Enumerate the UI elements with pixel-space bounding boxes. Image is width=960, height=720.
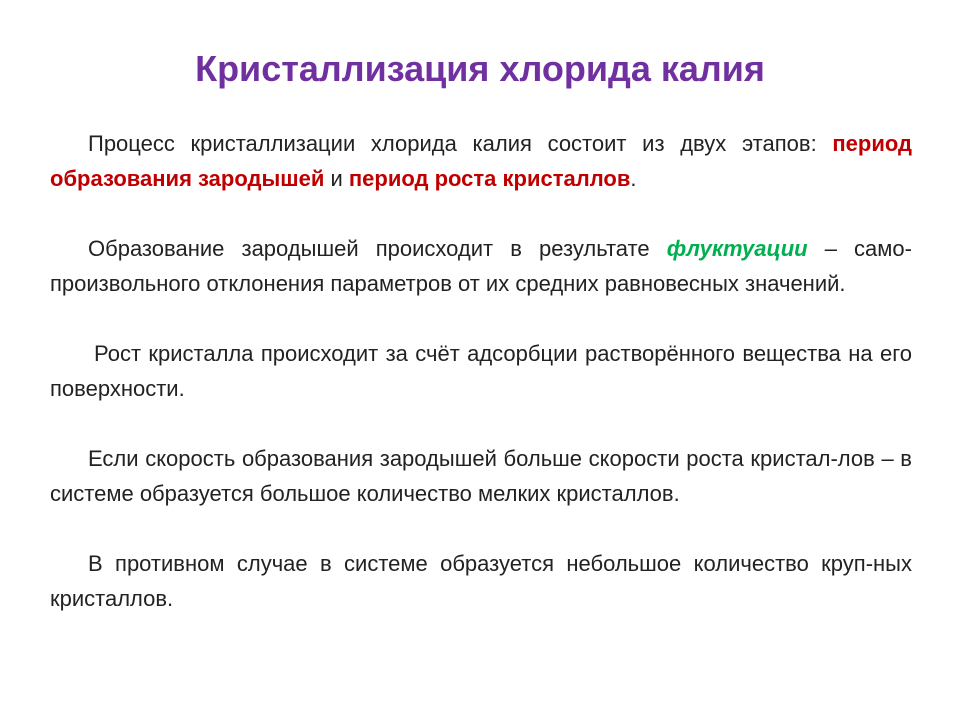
paragraph-stages-text-2: и [324, 166, 349, 191]
paragraph-nucleation [50, 231, 912, 301]
paragraph-stages [50, 126, 912, 196]
slide-body [50, 126, 912, 651]
paragraph-small-crystals: Если скорость образования зародышей больше скорости роста кристал-лов – в системе образуется большое количество мелких кристаллов. [50, 446, 912, 506]
paragraph-stages-text-1: Процесс кристаллизации хлорида калия состоит из двух этапов: [88, 131, 833, 156]
paragraph-large-crystals: В противном случае в системе образуется небольшое количество круп-ных кристаллов. [50, 551, 912, 611]
highlight-growth-period: период роста кристаллов [348, 166, 631, 191]
highlight-nucleation-period: период образования зародышей [50, 131, 912, 191]
paragraph-nucleation-text-2: – само-произвольного отклонения параметров от их средних равновесных значений. [50, 236, 912, 296]
slide-title: Кристаллизация хлорида калия [195, 48, 765, 89]
highlight-fluctuation: флуктуации [666, 236, 808, 261]
paragraph-growth: Рост кристалла происходит за счёт адсорбции растворённого вещества на его поверхности. [50, 341, 912, 401]
paragraph-nucleation-text-1: Образование зародышей происходит в результате [88, 236, 667, 261]
paragraph-stages-text-3: . [630, 166, 637, 191]
